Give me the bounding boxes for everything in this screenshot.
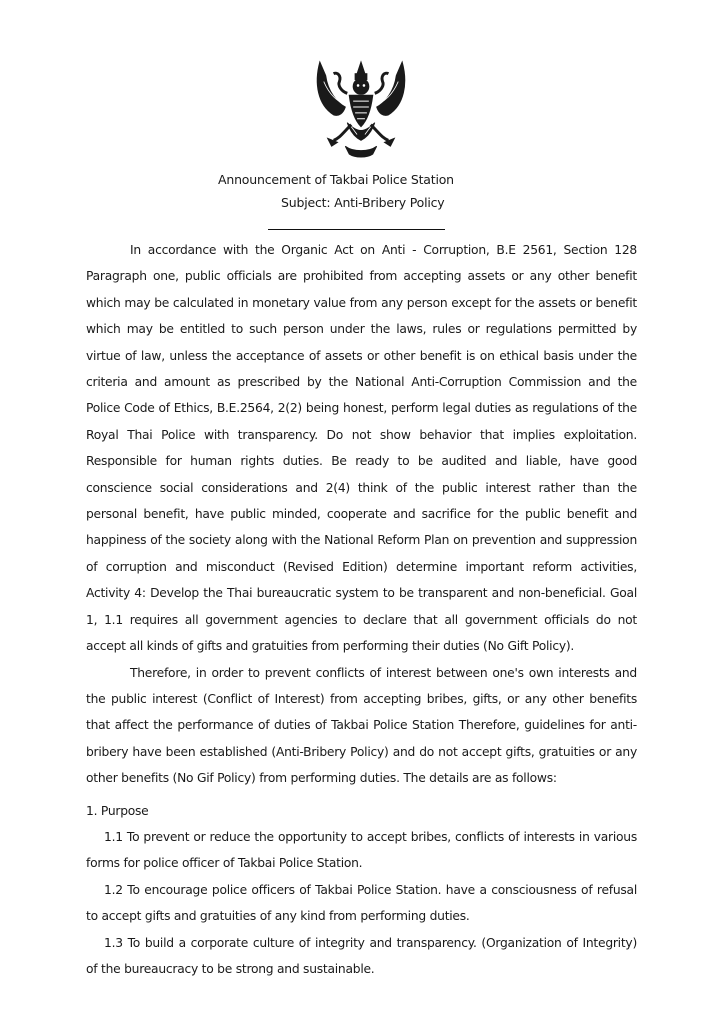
list-item-1-2: 1.2 To encourage police officers of Takbai Police Station. have a consciousness of refusal to accept gifts and gratuities of any kind from performing duties.	[86, 882, 637, 924]
document-body	[86, 237, 637, 982]
list-item-1-3: 1.3 To build a corporate culture of integrity and transparency. (Organization of Integrity) of the bureaucracy to be strong and sustainable.	[86, 935, 637, 976]
garuda-emblem-icon	[312, 56, 410, 160]
list-item-1-1: 1.1 To prevent or reduce the opportunity to accept bribes, conflicts of interests in various forms for police officer of Takbai Police Station.	[86, 829, 637, 871]
document-title: Announcement of Takbai Police Station	[218, 172, 454, 187]
section-heading-purpose: 1. Purpose	[86, 803, 149, 818]
paragraph-intro: In accordance with the Organic Act on Anti - Corruption, B.E 2561, Section 128 Paragraph one, public officials are prohibited from accepting assets or any other benefit which may be calculated in monetary value from any person except for the assets or benefit which may be entitled to such person under the laws, rules or regulations permitted by virtue of law, unless the acceptance of assets or other benefit is on ethical basis under the criteria and amount as prescribed by the National Anti-Corruption Commission and the Police Code of Ethics, B.E.2564, 2(2) being honest, perform legal duties as regulations of the Royal Thai Police with transparency. Do not show behavior that implies exploitation. Responsible for human rights duties. Be ready to be audited and liable, have good conscience social considerations and 2(4) think of the public interest rather than the personal benefit, have public minded, cooperate and sacrifice for the public benefit and happiness of the society along with the National Reform Plan on prevention and suppression of corruption and misconduct (Revised Edition) determine important reform activities, Activity 4: Develop the Thai bureaucratic system to be transparent and non-beneficial. Goal 1, 1.1 requires all government agencies to declare that all government officials do not accept all kinds of gifts and gratuities from performing their duties (No Gift Policy).	[86, 243, 637, 654]
title-divider	[268, 229, 445, 230]
paragraph-therefore: Therefore, in order to prevent conflicts of interest between one's own interests and the public interest (Conflict of Interest) from accepting bribes, gifts, or any other benefits that affect the performance of duties of Takbai Police Station Therefore, guidelines for anti-bribery have been established (Anti-Bribery Policy) and do not accept gifts, gratuities or any other benefits (No Gif Policy) from performing duties. The details are as follows:	[86, 665, 637, 786]
document-subject: Subject: Anti-Bribery Policy	[281, 195, 445, 210]
